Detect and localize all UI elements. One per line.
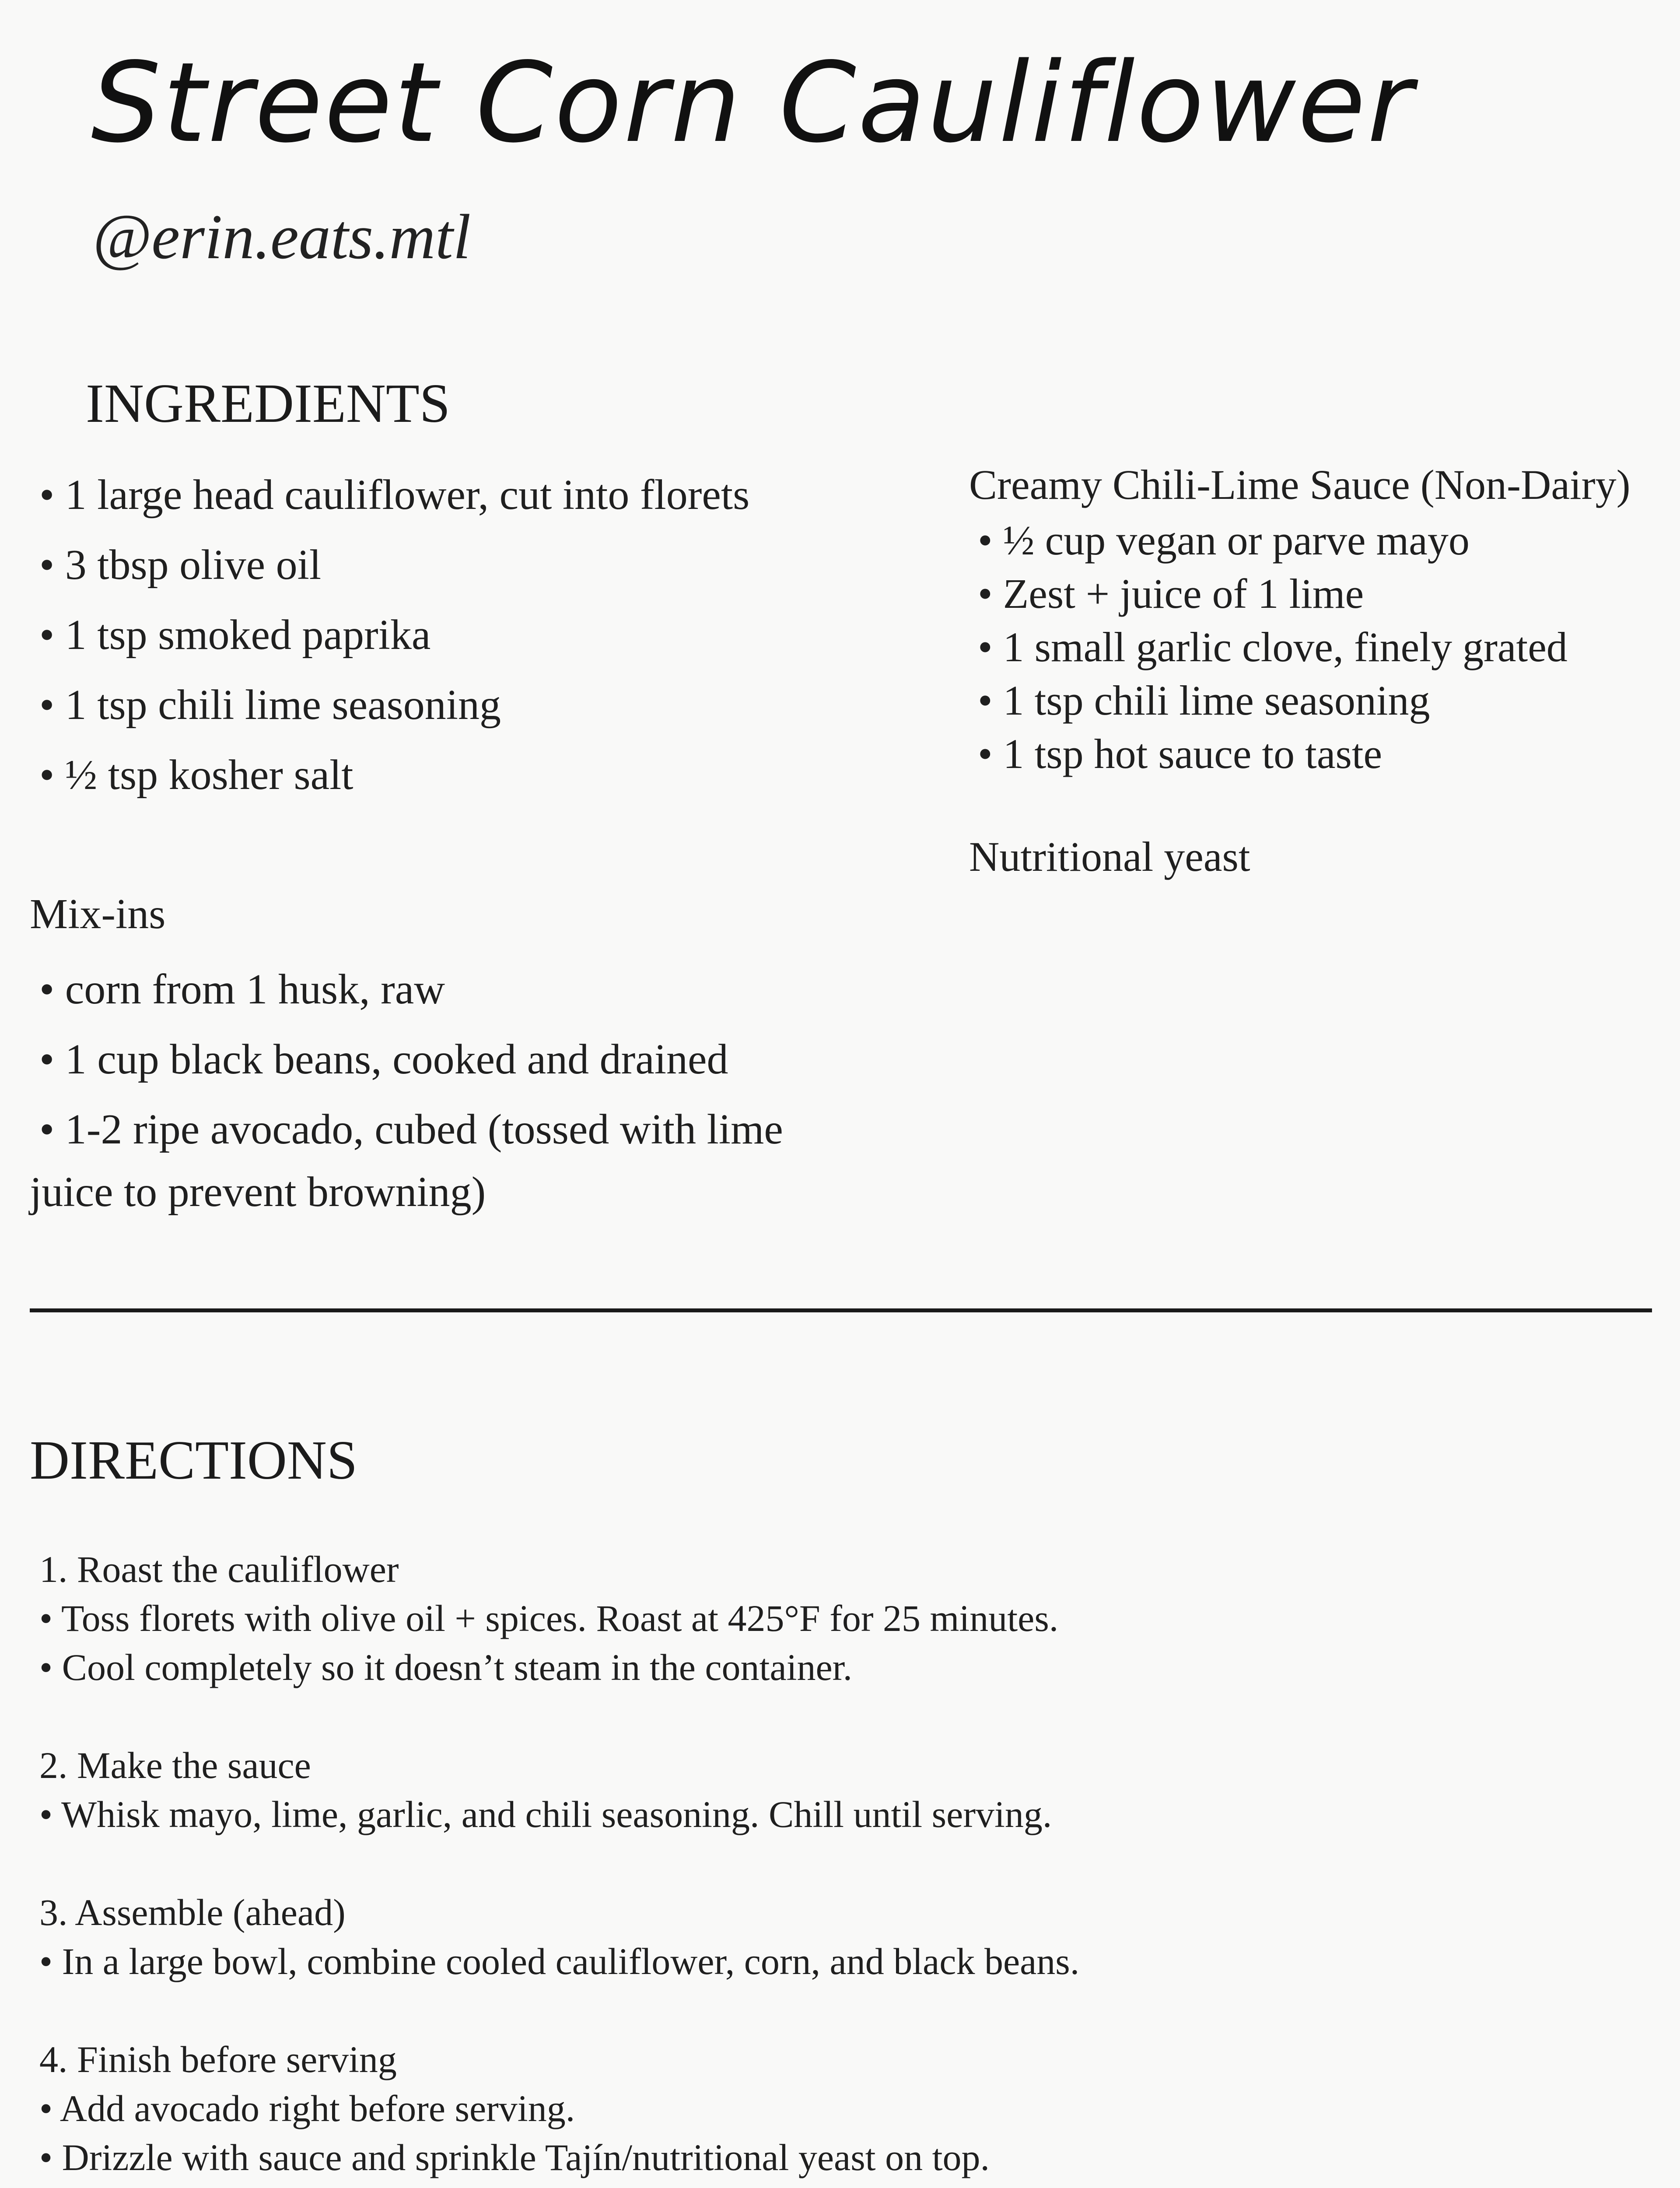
recipe-title: Street Corn Cauliflower	[91, 39, 1414, 167]
direction-step	[39, 1545, 1079, 1692]
ingredient-item: • 3 tbsp olive oil	[39, 541, 322, 589]
directions-heading: DIRECTIONS	[30, 1430, 357, 1491]
sauce-item: • 1 tsp hot sauce to taste	[978, 730, 1382, 777]
step-line: • In a large bowl, combine cooled cauliflower, corn, and black beans.	[39, 1940, 1080, 1982]
step-line: • Add avocado right before serving.	[39, 2087, 575, 2129]
mixin-item: • 1 cup black beans, cooked and drained	[39, 1036, 728, 1083]
step-title: 3. Assemble (ahead)	[39, 1891, 346, 1933]
mixins-heading: Mix-ins	[30, 891, 166, 938]
author-handle: @erin.eats.mtl	[93, 201, 471, 272]
sauce-list	[978, 516, 1568, 783]
directions-list	[39, 1545, 1079, 2188]
topping-note: Nutritional yeast	[969, 833, 1250, 880]
section-divider	[30, 1308, 1652, 1312]
sauce-item: • Zest + juice of 1 lime	[978, 570, 1364, 617]
mixin-item: • 1-2 ripe avocado, cubed (tossed with lime	[39, 1106, 783, 1153]
ingredient-item: • 1 tsp chili lime seasoning	[39, 681, 501, 729]
direction-step	[39, 1888, 1079, 1986]
step-line: • Cool completely so it doesn’t steam in the container.	[39, 1646, 853, 1688]
step-title: 4. Finish before serving	[39, 2038, 397, 2080]
step-line: • Whisk mayo, lime, garlic, and chili seasoning. Chill until serving.	[39, 1793, 1052, 1835]
sauce-item: • 1 tsp chili lime seasoning	[978, 677, 1430, 724]
mixin-item: • corn from 1 husk, raw	[39, 966, 445, 1013]
ingredient-item: • 1 tsp smoked paprika	[39, 611, 431, 659]
mixin-item-continuation: juice to prevent browning)	[30, 1168, 486, 1216]
direction-step	[39, 1741, 1079, 1839]
step-title: 2. Make the sauce	[39, 1744, 311, 1786]
step-title: 1. Roast the cauliflower	[39, 1548, 399, 1590]
ingredient-item: • ½ tsp kosher salt	[39, 751, 354, 799]
step-line: • Toss florets with olive oil + spices. Roast at 425°F for 25 minutes.	[39, 1597, 1059, 1639]
main-ingredients-list	[39, 466, 749, 817]
ingredient-item: • 1 large head cauliflower, cut into florets	[39, 471, 750, 519]
direction-step	[39, 2035, 1079, 2182]
sauce-item: • 1 small garlic clove, finely grated	[978, 624, 1568, 670]
mixins-list	[39, 961, 783, 1171]
sauce-item: • ½ cup vegan or parve mayo	[978, 517, 1470, 564]
sauce-heading: Creamy Chili-Lime Sauce (Non-Dairy)	[969, 461, 1631, 508]
step-line: • Drizzle with sauce and sprinkle Tajín/nutritional yeast on top.	[39, 2136, 990, 2178]
ingredients-heading: INGREDIENTS	[86, 373, 450, 434]
